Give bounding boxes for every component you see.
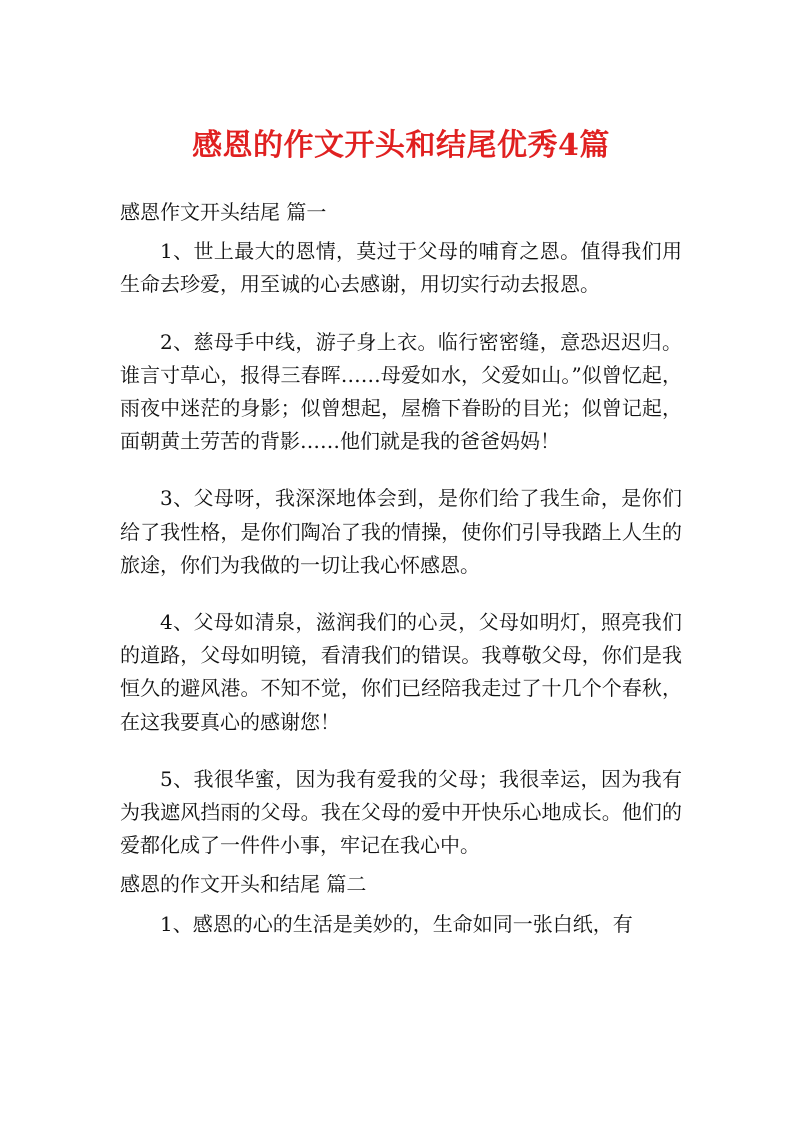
paragraph-1-2: 2、慈母手中线，游子身上衣。临行密密缝，意恐迟迟归。谁言寸草心，报得三春晖……母爱如水，父爱如山。”似曾忆起，雨夜中迷茫的身影；似曾想起，屋檐下眷盼的目光；似曾记起，面朝黄土劳苦的背影……他们就是我的爸爸妈妈！ — [120, 329, 682, 454]
paragraph-2-1: 1、感恩的心的生活是美妙的，生命如同一张白纸，有 — [160, 911, 633, 936]
section-heading-1: 感恩作文开头结尾 篇一 — [120, 200, 327, 224]
section-heading-2: 感恩的作文开头和结尾 篇二 — [120, 872, 367, 897]
document-title: 感恩的作文开头和结尾优秀4篇 — [192, 128, 610, 163]
paragraph-1-4: 4、父母如清泉，滋润我们的心灵，父母如明灯，照亮我们的道路，父母如明镜，看清我们的错误。我尊敬父母，你们是我恒久的避风港。不知不觉，你们已经陪我走过了十几个个春秋，在这我要真心的感谢您！ — [120, 610, 682, 734]
paragraph-1-3: 3、父母呀，我深深地体会到，是你们给了我生命，是你们给了我性格，是你们陶冶了我的情操，使你们引导我踏上人生的旅途，你们为我做的一切让我心怀感恩。 — [120, 486, 682, 577]
paragraph-1-1: 1、世上最大的恩情，莫过于父母的哺育之恩。值得我们用生命去珍爱，用至诚的心去感谢，用切实行动去报恩。 — [120, 239, 682, 297]
paragraph-1-5: 5、我很华蜜，因为我有爱我的父母；我很幸运，因为我有为我遮风挡雨的父母。我在父母的爱中开快乐心地成长。他们的爱都化成了一件件小事，牢记在我心中。 — [120, 766, 682, 858]
document-body — [120, 196, 682, 941]
